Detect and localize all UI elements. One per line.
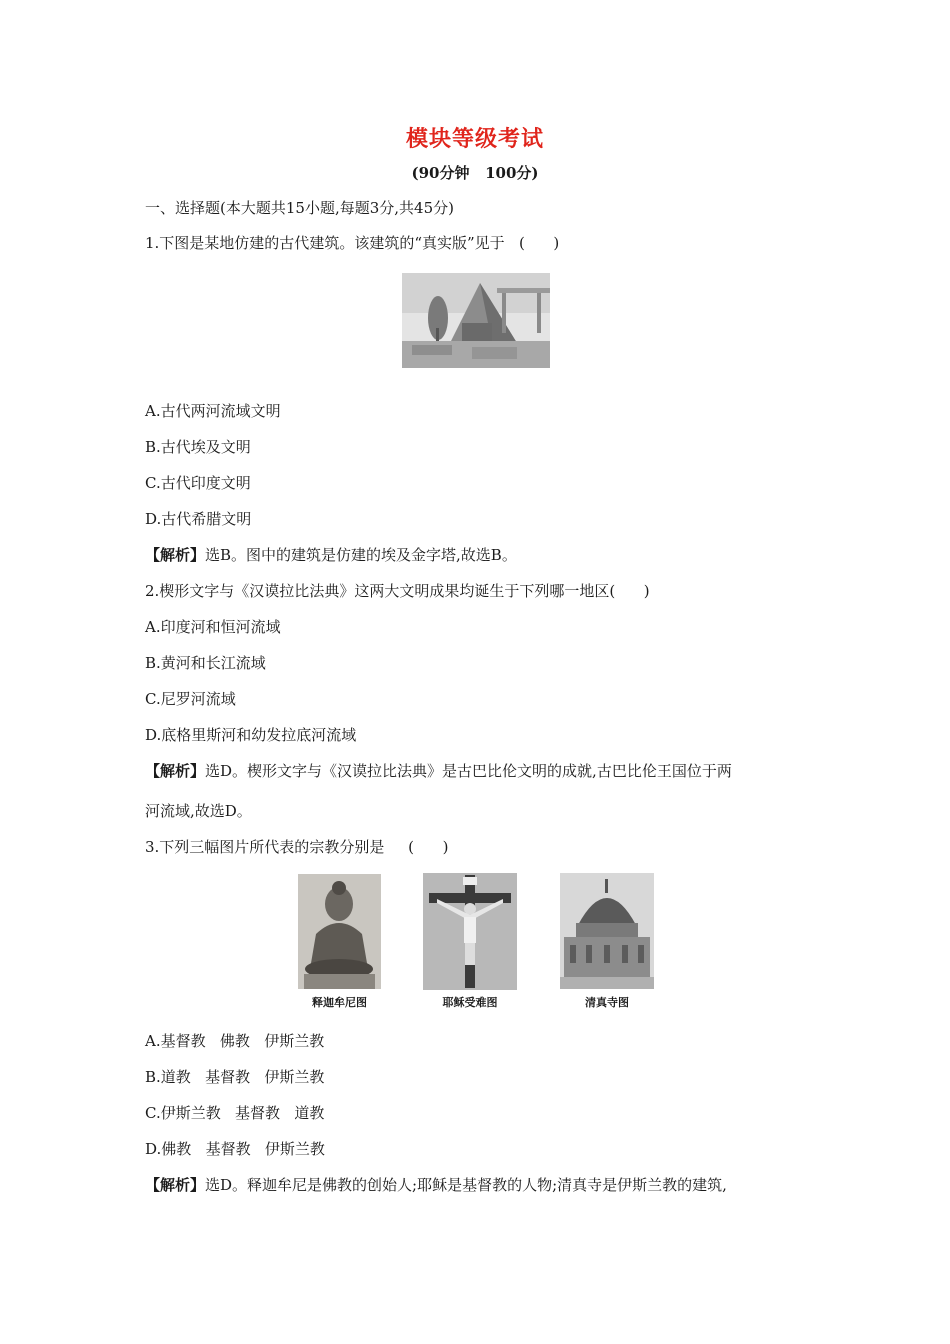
- section-heading: 一、选择题(本大题共15小题,每题3分,共45分): [145, 199, 454, 217]
- question-3-option-b: B.道教 基督教 伊斯兰教: [145, 1068, 325, 1086]
- analysis-text: 选D。释迦牟尼是佛教的创始人;耶稣是基督教的人物;清真寺是伊斯兰教的建筑,: [205, 1176, 727, 1194]
- analysis-label: 【解析】: [145, 546, 206, 564]
- question-1-option-d: D.古代希腊文明: [145, 510, 252, 528]
- question-1-option-a: A.古代两河流域文明: [145, 402, 281, 420]
- exam-title: 模块等级考试: [405, 126, 544, 152]
- question-1-stem: 1.下图是某地仿建的古代建筑。该建筑的“真实版”见于 ( ): [145, 234, 560, 252]
- question-2-stem: 2.楔形文字与《汉谟拉比法典》这两大文明成果均诞生于下列哪一地区( ): [145, 582, 650, 600]
- question-3-option-a: A.基督教 佛教 伊斯兰教: [145, 1032, 325, 1050]
- analysis-text: 选D。楔形文字与《汉谟拉比法典》是古巴比伦文明的成就,古巴比伦王国位于两: [205, 762, 732, 780]
- question-3-option-c: C.伊斯兰教 基督教 道教: [145, 1104, 325, 1122]
- question-2-option-b: B.黄河和长江流域: [145, 654, 266, 672]
- question-2-option-c: C.尼罗河流域: [145, 690, 236, 708]
- question-1-analysis: [145, 545, 517, 565]
- analysis-text: 选B。图中的建筑是仿建的埃及金字塔,故选B。: [205, 546, 517, 564]
- caption-crucifix: 耶稣受难图: [442, 996, 498, 1009]
- crucifix-photo: [423, 873, 517, 990]
- exam-subtitle: (90分钟 100分): [411, 164, 539, 182]
- pyramid-photo: [402, 273, 550, 368]
- question-1-option-b: B.古代埃及文明: [145, 438, 251, 456]
- question-3-option-d: D.佛教 基督教 伊斯兰教: [145, 1140, 325, 1158]
- question-2-option-d: D.底格里斯河和幼发拉底河流域: [145, 726, 357, 744]
- question-2-analysis: [145, 761, 732, 781]
- question-3-analysis: [145, 1175, 727, 1195]
- caption-buddha: 释迦牟尼图: [312, 996, 367, 1009]
- question-3-stem: 3.下列三幅图片所代表的宗教分别是 ( ): [145, 838, 449, 856]
- mosque-photo: [560, 873, 654, 989]
- question-2-analysis-cont: 河流域,故选D。: [145, 802, 252, 820]
- question-2-option-a: A.印度河和恒河流域: [145, 618, 281, 636]
- analysis-label: 【解析】: [145, 762, 206, 780]
- question-1-option-c: C.古代印度文明: [145, 474, 251, 492]
- caption-mosque: 清真寺图: [585, 996, 629, 1009]
- buddha-photo: [298, 874, 381, 989]
- analysis-label: 【解析】: [145, 1176, 206, 1194]
